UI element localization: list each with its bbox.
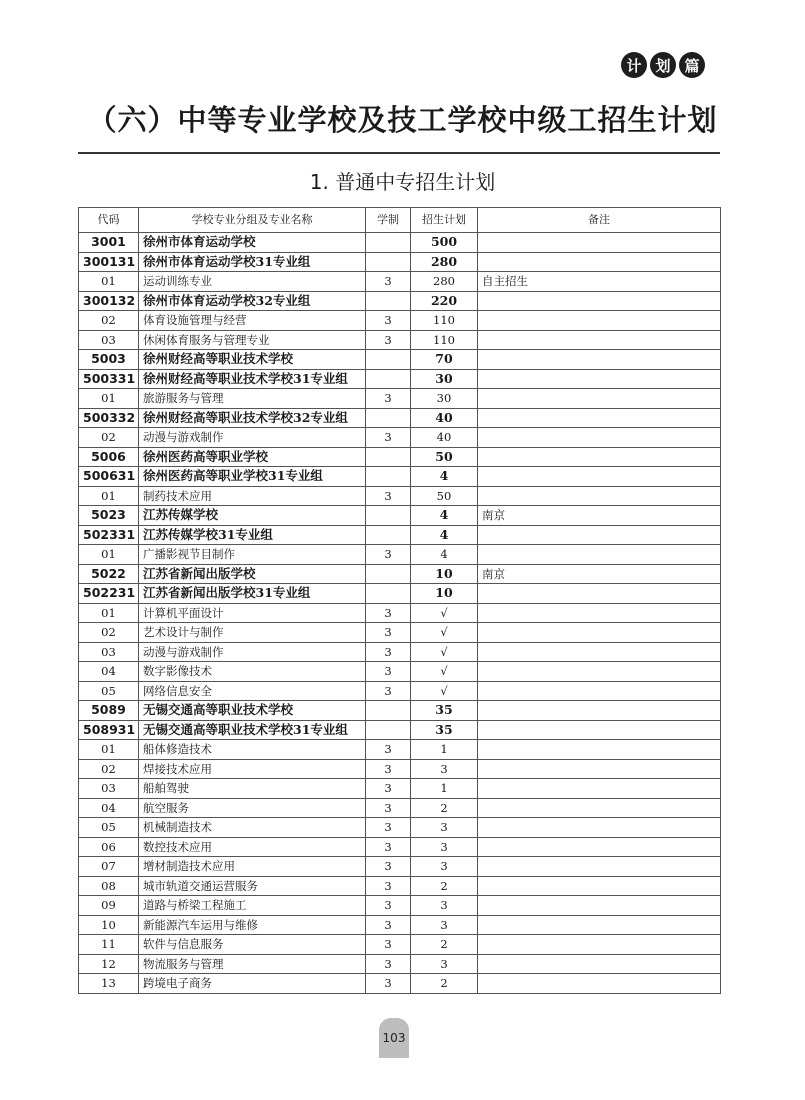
cell-note: 南京 (478, 564, 721, 584)
cell-plan: 110 (411, 311, 478, 331)
cell-length: 3 (366, 428, 411, 448)
cell-name: 数字影像技术 (139, 662, 366, 682)
cell-length: 3 (366, 876, 411, 896)
cell-plan: 4 (411, 467, 478, 487)
cell-length: 3 (366, 779, 411, 799)
table-row (79, 759, 721, 779)
cell-code: 500331 (79, 369, 139, 389)
cell-plan: 50 (411, 486, 478, 506)
badge-char-3: 篇 (679, 52, 705, 78)
cell-note (478, 701, 721, 721)
cell-code: 01 (79, 272, 139, 292)
table-group-row (79, 252, 721, 272)
cell-note (478, 252, 721, 272)
cell-note (478, 330, 721, 350)
header-code: 代码 (79, 208, 139, 233)
table-row (79, 974, 721, 994)
cell-length (366, 467, 411, 487)
cell-name: 无锡交通高等职业技术学校31专业组 (139, 720, 366, 740)
cell-code: 02 (79, 759, 139, 779)
cell-name: 旅游服务与管理 (139, 389, 366, 409)
cell-name: 徐州医药高等职业学校 (139, 447, 366, 467)
cell-plan: 3 (411, 857, 478, 877)
cell-name: 动漫与游戏制作 (139, 642, 366, 662)
table-row (79, 681, 721, 701)
cell-note (478, 759, 721, 779)
cell-code: 05 (79, 818, 139, 838)
table-row (79, 642, 721, 662)
cell-plan: 30 (411, 369, 478, 389)
badge-char-1: 计 (621, 52, 647, 78)
cell-plan: 3 (411, 837, 478, 857)
cell-code: 02 (79, 428, 139, 448)
badge-char-2: 划 (650, 52, 676, 78)
cell-name: 徐州市体育运动学校 (139, 233, 366, 253)
cell-length (366, 506, 411, 526)
cell-name: 休闲体育服务与管理专业 (139, 330, 366, 350)
cell-length: 3 (366, 662, 411, 682)
cell-note (478, 447, 721, 467)
cell-plan: 3 (411, 818, 478, 838)
table-group-row (79, 525, 721, 545)
cell-note (478, 681, 721, 701)
cell-code: 01 (79, 486, 139, 506)
cell-note (478, 720, 721, 740)
cell-plan: √ (411, 681, 478, 701)
table-group-row (79, 447, 721, 467)
cell-note (478, 857, 721, 877)
cell-code: 02 (79, 623, 139, 643)
cell-length: 3 (366, 642, 411, 662)
cell-plan: 2 (411, 935, 478, 955)
table-row (79, 428, 721, 448)
table-group-row (79, 467, 721, 487)
cell-name: 制药技术应用 (139, 486, 366, 506)
cell-code: 5022 (79, 564, 139, 584)
table-row (79, 486, 721, 506)
table-row (79, 915, 721, 935)
title-divider (78, 152, 720, 154)
table-row (79, 623, 721, 643)
cell-code: 06 (79, 837, 139, 857)
cell-note (478, 798, 721, 818)
cell-code: 11 (79, 935, 139, 955)
table-row (79, 818, 721, 838)
cell-note (478, 291, 721, 311)
table-row (79, 779, 721, 799)
cell-name: 网络信息安全 (139, 681, 366, 701)
cell-length (366, 291, 411, 311)
cell-note (478, 974, 721, 994)
cell-plan: 2 (411, 798, 478, 818)
table-body (79, 233, 721, 994)
table-row (79, 330, 721, 350)
cell-note (478, 408, 721, 428)
cell-note (478, 428, 721, 448)
table-row (79, 545, 721, 565)
cell-code: 03 (79, 330, 139, 350)
cell-name: 数控技术应用 (139, 837, 366, 857)
cell-note (478, 486, 721, 506)
table-group-row (79, 350, 721, 370)
cell-plan: 50 (411, 447, 478, 467)
cell-code: 01 (79, 389, 139, 409)
cell-plan: √ (411, 662, 478, 682)
table-group-row (79, 701, 721, 721)
cell-plan: √ (411, 623, 478, 643)
cell-name: 机械制造技术 (139, 818, 366, 838)
cell-code: 5006 (79, 447, 139, 467)
cell-name: 新能源汽车运用与维修 (139, 915, 366, 935)
cell-note (478, 233, 721, 253)
cell-code: 502331 (79, 525, 139, 545)
cell-code: 04 (79, 798, 139, 818)
table-group-row (79, 233, 721, 253)
cell-plan: 500 (411, 233, 478, 253)
cell-length: 3 (366, 486, 411, 506)
cell-plan: 3 (411, 896, 478, 916)
table-group-row (79, 369, 721, 389)
cell-code: 07 (79, 857, 139, 877)
table-group-row (79, 584, 721, 604)
cell-plan: √ (411, 642, 478, 662)
cell-length (366, 701, 411, 721)
cell-plan: 40 (411, 408, 478, 428)
cell-note (478, 389, 721, 409)
cell-name: 物流服务与管理 (139, 954, 366, 974)
table-row (79, 662, 721, 682)
page-title: （六）中等专业学校及技工学校中级工招生计划 (87, 103, 718, 137)
cell-length (366, 233, 411, 253)
cell-length: 3 (366, 311, 411, 331)
cell-plan: 1 (411, 779, 478, 799)
cell-code: 12 (79, 954, 139, 974)
cell-code: 01 (79, 740, 139, 760)
table-row (79, 876, 721, 896)
cell-name: 航空服务 (139, 798, 366, 818)
cell-note (478, 837, 721, 857)
cell-length: 3 (366, 974, 411, 994)
cell-code: 05 (79, 681, 139, 701)
enrollment-plan-table (78, 207, 721, 994)
cell-plan: 4 (411, 525, 478, 545)
cell-length: 3 (366, 818, 411, 838)
cell-note (478, 935, 721, 955)
table-group-row (79, 408, 721, 428)
cell-length (366, 525, 411, 545)
cell-note (478, 311, 721, 331)
cell-code: 02 (79, 311, 139, 331)
cell-plan: 35 (411, 720, 478, 740)
cell-note (478, 545, 721, 565)
table-row (79, 272, 721, 292)
table-row (79, 896, 721, 916)
cell-name: 江苏省新闻出版学校31专业组 (139, 584, 366, 604)
cell-plan: 280 (411, 252, 478, 272)
cell-code: 09 (79, 896, 139, 916)
cell-name: 徐州财经高等职业技术学校32专业组 (139, 408, 366, 428)
cell-length: 3 (366, 935, 411, 955)
cell-name: 徐州市体育运动学校32专业组 (139, 291, 366, 311)
table-row (79, 837, 721, 857)
cell-code: 300132 (79, 291, 139, 311)
cell-note: 自主招生 (478, 272, 721, 292)
cell-name: 徐州财经高等职业技术学校31专业组 (139, 369, 366, 389)
cell-length: 3 (366, 272, 411, 292)
cell-length: 3 (366, 857, 411, 877)
cell-length: 3 (366, 954, 411, 974)
cell-name: 运动训练专业 (139, 272, 366, 292)
cell-name: 徐州医药高等职业学校31专业组 (139, 467, 366, 487)
table-group-row (79, 506, 721, 526)
section-subtitle: 1. 普通中专招生计划 (309, 170, 496, 194)
cell-code: 500631 (79, 467, 139, 487)
cell-code: 3001 (79, 233, 139, 253)
cell-plan: 3 (411, 759, 478, 779)
cell-length: 3 (366, 389, 411, 409)
section-badge (621, 50, 705, 80)
page-number: 103 (379, 1018, 409, 1058)
header-note: 备注 (478, 208, 721, 233)
cell-length: 3 (366, 896, 411, 916)
cell-name: 动漫与游戏制作 (139, 428, 366, 448)
cell-plan: √ (411, 603, 478, 623)
cell-note (478, 818, 721, 838)
cell-code: 5023 (79, 506, 139, 526)
cell-code: 5089 (79, 701, 139, 721)
table-header-row (79, 208, 721, 233)
cell-note (478, 642, 721, 662)
cell-note (478, 876, 721, 896)
cell-name: 软件与信息服务 (139, 935, 366, 955)
cell-note (478, 350, 721, 370)
cell-note (478, 915, 721, 935)
cell-name: 广播影视节目制作 (139, 545, 366, 565)
cell-name: 江苏传媒学校 (139, 506, 366, 526)
cell-code: 500332 (79, 408, 139, 428)
cell-code: 5003 (79, 350, 139, 370)
cell-plan: 2 (411, 974, 478, 994)
cell-note (478, 779, 721, 799)
cell-plan: 10 (411, 584, 478, 604)
cell-length: 3 (366, 915, 411, 935)
cell-code: 13 (79, 974, 139, 994)
cell-code: 300131 (79, 252, 139, 272)
cell-name: 艺术设计与制作 (139, 623, 366, 643)
cell-name: 道路与桥梁工程施工 (139, 896, 366, 916)
table-row (79, 603, 721, 623)
cell-plan: 4 (411, 545, 478, 565)
cell-name: 焊接技术应用 (139, 759, 366, 779)
cell-length: 3 (366, 623, 411, 643)
cell-plan: 220 (411, 291, 478, 311)
cell-plan: 70 (411, 350, 478, 370)
cell-note (478, 623, 721, 643)
table-row (79, 935, 721, 955)
cell-code: 01 (79, 603, 139, 623)
cell-length: 3 (366, 740, 411, 760)
cell-plan: 3 (411, 915, 478, 935)
cell-name: 体育设施管理与经营 (139, 311, 366, 331)
cell-length: 3 (366, 798, 411, 818)
cell-note (478, 603, 721, 623)
cell-code: 08 (79, 876, 139, 896)
cell-plan: 110 (411, 330, 478, 350)
cell-name: 无锡交通高等职业技术学校 (139, 701, 366, 721)
header-length: 学制 (366, 208, 411, 233)
cell-plan: 1 (411, 740, 478, 760)
table-row (79, 798, 721, 818)
cell-name: 计算机平面设计 (139, 603, 366, 623)
cell-length: 3 (366, 759, 411, 779)
cell-length (366, 252, 411, 272)
cell-length (366, 350, 411, 370)
cell-code: 03 (79, 779, 139, 799)
cell-code: 10 (79, 915, 139, 935)
cell-plan: 280 (411, 272, 478, 292)
cell-note (478, 954, 721, 974)
cell-note (478, 896, 721, 916)
cell-length (366, 564, 411, 584)
cell-length: 3 (366, 545, 411, 565)
cell-plan: 30 (411, 389, 478, 409)
header-name: 学校专业分组及专业名称 (139, 208, 366, 233)
table-row (79, 857, 721, 877)
cell-length (366, 369, 411, 389)
cell-note (478, 662, 721, 682)
cell-plan: 40 (411, 428, 478, 448)
cell-plan: 35 (411, 701, 478, 721)
cell-note (478, 467, 721, 487)
cell-plan: 4 (411, 506, 478, 526)
cell-length (366, 584, 411, 604)
cell-length (366, 447, 411, 467)
table-row (79, 954, 721, 974)
cell-name: 跨境电子商务 (139, 974, 366, 994)
cell-name: 江苏省新闻出版学校 (139, 564, 366, 584)
header-plan: 招生计划 (411, 208, 478, 233)
cell-length (366, 408, 411, 428)
cell-plan: 3 (411, 954, 478, 974)
cell-name: 增材制造技术应用 (139, 857, 366, 877)
cell-plan: 2 (411, 876, 478, 896)
cell-note (478, 584, 721, 604)
table-row (79, 311, 721, 331)
cell-note (478, 369, 721, 389)
table-row (79, 740, 721, 760)
table-group-row (79, 720, 721, 740)
cell-plan: 10 (411, 564, 478, 584)
cell-name: 城市轨道交通运营服务 (139, 876, 366, 896)
cell-code: 04 (79, 662, 139, 682)
cell-note (478, 525, 721, 545)
cell-code: 03 (79, 642, 139, 662)
table-group-row (79, 291, 721, 311)
cell-name: 徐州财经高等职业技术学校 (139, 350, 366, 370)
cell-length: 3 (366, 330, 411, 350)
cell-name: 徐州市体育运动学校31专业组 (139, 252, 366, 272)
cell-note (478, 740, 721, 760)
cell-name: 船体修造技术 (139, 740, 366, 760)
cell-name: 江苏传媒学校31专业组 (139, 525, 366, 545)
cell-code: 01 (79, 545, 139, 565)
cell-code: 502231 (79, 584, 139, 604)
cell-name: 船舶驾驶 (139, 779, 366, 799)
table-row (79, 389, 721, 409)
table-group-row (79, 564, 721, 584)
cell-note: 南京 (478, 506, 721, 526)
cell-length: 3 (366, 837, 411, 857)
cell-length: 3 (366, 603, 411, 623)
cell-code: 508931 (79, 720, 139, 740)
cell-length (366, 720, 411, 740)
cell-length: 3 (366, 681, 411, 701)
